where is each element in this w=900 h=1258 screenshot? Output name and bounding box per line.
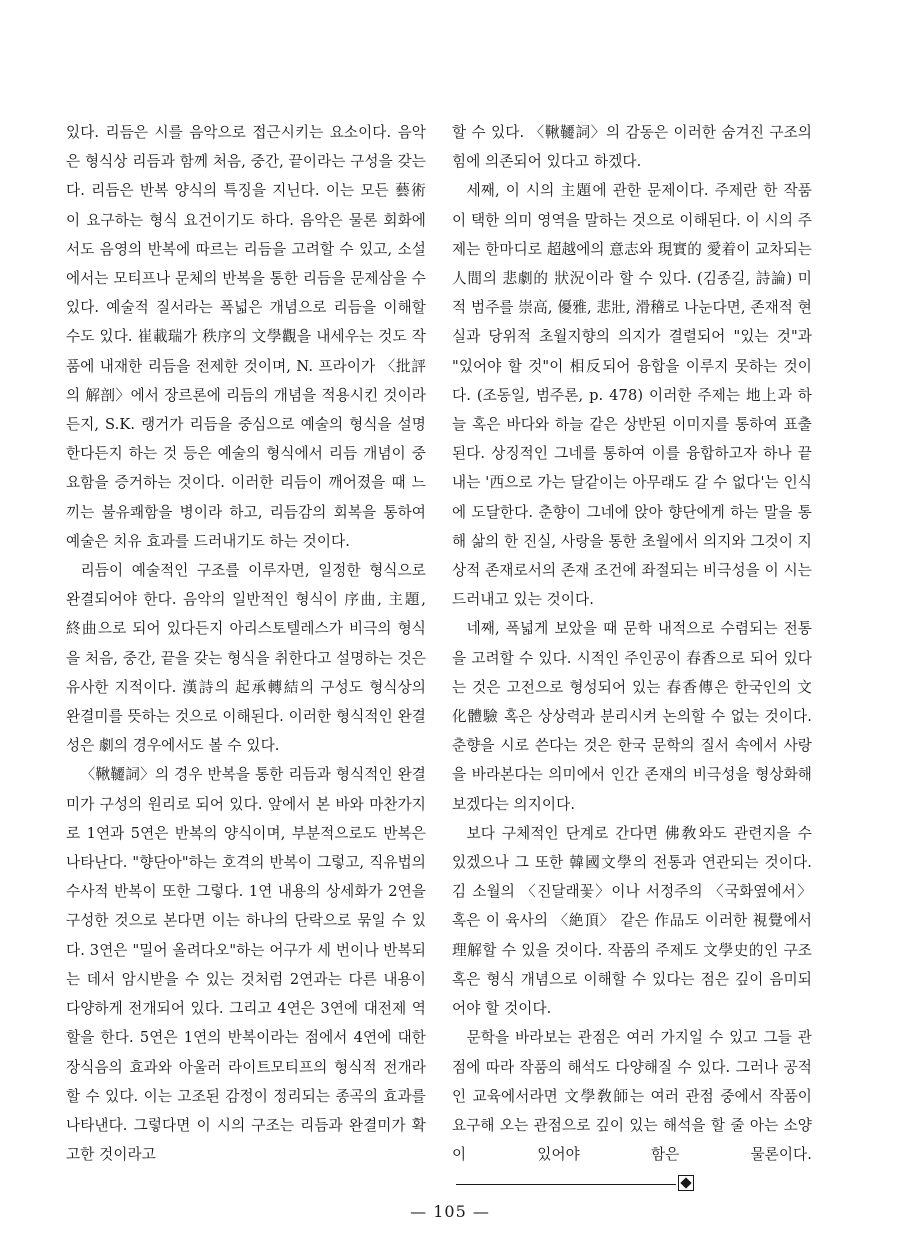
paragraph-final-text: 문학을 바라보는 관점은 여러 가지일 수 있고 그들 관점에 따라 작품의 해석도 다양해질 수 있다. 그러나 공적인 교육에서라면 文學敎師는 여러 관점 중에서 작품이 요구해 오는 관점으로 깊이 있는 해석을 할 줄 아는 소양이 있어야 함은 물론이다. [452,1029,812,1164]
paragraph: 리듬이 예술적인 구조를 이루자면, 일정한 형식으로 완결되어야 한다. 음악의 일반적인 형식이 序曲, 主題, 終曲으로 되어 있다든지 아리스토텔레스가 비극의 형식을 처음, 중간, 끝을 갖는 형식을 취한다고 설명하는 것은 유사한 지적이다. 漢詩의 起承轉結의 구성도 형식상의 완결미를 뜻하는 것으로 이해된다. 이러한 형식적인 완결성은 劇의 경우에서도 볼 수 있다. [66,562,426,755]
page-number: — 105 — [410,1202,490,1221]
end-rule [456,1184,676,1185]
paragraph-final [452,1023,812,1198]
left-column [66,118,426,1169]
paragraph: 보다 구체적인 단계로 간다면 佛敎와도 관련지을 수 있겠으나 그 또한 韓國文學의 전통과 연관되는 것이다. 김 소월의 〈진달래꽃〉이나 서정주의 〈국화옆에서〉 혹은 이 육사의 〈絶頂〉 같은 作品도 이러한 視覺에서 理解할 수 있을 것이다. 작품의 주제도 文學史的인 구조 혹은 형식 개념으로 이해할 수 있다는 점은 깊이 음미되어야 할 것이다. [452,824,812,1018]
diamond-icon [678,1175,694,1191]
paragraph: 할 수 있다. 〈鞦韆詞〉의 감동은 이러한 숨겨진 구조의 힘에 의존되어 있다고 하겠다. [452,124,812,171]
right-column [452,118,812,1199]
paragraph: 있다. 리듬은 시를 음악으로 접근시키는 요소이다. 음악은 형식상 리듬과 함께 처음, 중간, 끝이라는 구성을 갖는다. 리듬은 반복 양식의 특징을 지닌다. 이는 모든 藝術이 요구하는 형식 요건이기도 하다. 음악은 물론 회화에서도 음영의 반복에 따르는 리듬을 고려할 수 있고, 소설에서는 모티프나 문체의 반복을 통한 리듬을 문제삼을 수 있다. 예술적 질서라는 폭넓은 개념으로 리듬을 이해할 수도 있다. 崔載瑞가 秩序의 文學觀을 내세우는 것도 작품에 내재한 리듬을 전제한 것이며, N. 프라이가 〈批評의 解剖〉에서 장르론에 리듬의 개념을 적용시킨 것이라든지, S.K. 랭거가 리듬을 중심으로 예술의 형식을 설명한다든지 하는 것 등은 예술의 형식에서 리듬 개념이 중요함을 증거하는 것이다. 이러한 리듬이 깨어졌을 때 느끼는 불유쾌함을 병이라 하고, 리듬감의 회복을 통하여 예술은 치유 효과를 드러내기도 하는 것이다. [66,124,427,550]
paragraph: 세째, 이 시의 主題에 관한 문제이다. 주제란 한 작품이 택한 의미 영역을 말하는 것으로 이해된다. 이 시의 주제는 한마디로 超越에의 意志와 現實的 愛着이 교차되는 人間의 悲劇的 狀況이라 할 수 있다. (김종길, 詩論) 미적 범주를 崇高, 優雅, 悲壯, 滑稽로 나눈다면, 존재적 현실과 당위적 초월지향의 의지가 결렬되어 "있는 것"과 "있어야 할 것"이 相反되어 융합을 이루지 못하는 것이다. (조동일, 범주론, p. 478) 이러한 주제는 地上과 하늘 혹은 바다와 하늘 같은 상반된 이미지를 통하여 표출된다. 상징적인 그네를 통하여 이를 융합하고자 하나 끝내는 '西으로 가는 달같이는 아무래도 갈 수 없다'는 인식에 도달한다. 춘향이 그네에 앉아 향단에게 하는 말을 통해 삶의 한 진실, 사랑을 통한 초월에서 의지와 그것이 지상적 존재로서의 존재 조건에 좌절되는 비극성을 이 시는 드러내고 있는 것이다. [452,182,812,609]
paragraph: 〈鞦韆詞〉의 경우 반복을 통한 리듬과 형식적인 완결미가 구성의 원리로 되어 있다. 앞에서 본 바와 마찬가지로 1연과 5연은 반복의 양식이며, 부분적으로도 반복은 나타난다. "향단아"하는 호격의 반복이 그렇고, 직유법의 수사적 반복이 또한 그렇다. 1연 내용의 상세화가 2연을 구성한 것으로 본다면 이는 하나의 단락으로 묶일 수 있다. 3연은 "밀어 올려다오"하는 어구가 세 번이나 반복되는 데서 암시받을 수 있는 것처럼 2연과는 다른 내용이 다양하게 전개되어 있다. 그리고 4연은 3연에 대전제 역할을 한다. 5연은 1연의 반복이라는 점에서 4연에 대한 장식음의 효과와 아울러 라이트모티프의 형식적 전개라 할 수 있다. 이는 고조된 감정이 정리되는 종곡의 효과를 나타낸다. 그렇다면 이 시의 구조는 리듬과 완결미가 확고한 것이라고 [66,766,426,1164]
paragraph: 네째, 폭넓게 보았을 때 문학 내적으로 수렴되는 전통을 고려할 수 있다. 시적인 주인공이 春香으로 되어 있다는 것은 고전으로 형성되어 있는 春香傳은 한국인의 文化體驗 혹은 상상력과 분리시켜 논의할 수 없는 것이다. 춘향을 시로 쓴다는 것은 한국 문학의 질서 속에서 사랑을 바라본다는 의미에서 인간 존재의 비극성을 형상화해 보겠다는 의지이다. [452,620,812,813]
article-end-mark [456,1174,694,1194]
